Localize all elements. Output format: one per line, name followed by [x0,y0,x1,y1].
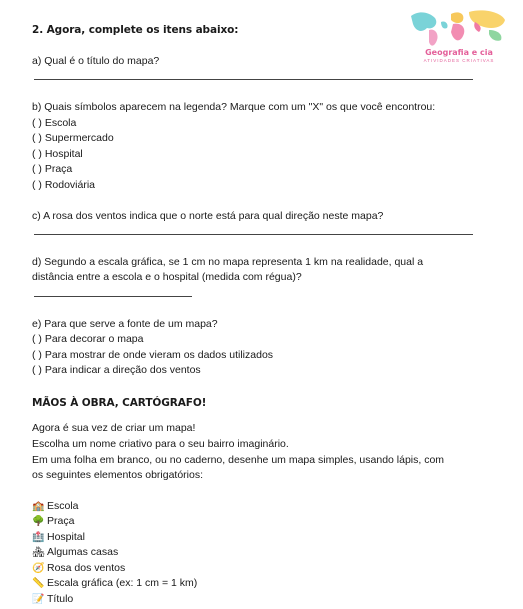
activity-text: Escolha um nome criativo para o seu bairro imaginário. [32,438,289,450]
question-a: a) Qual é o título do mapa? [32,55,160,67]
school-icon: 🏫 [32,501,45,512]
activity-text: Agora é sua vez de criar um mapa! [32,422,196,434]
memo-icon: 📝 [32,594,45,605]
question-d-line1: d) Segundo a escala gráfica, se 1 cm no mapa representa 1 km na realidade, qual a [32,256,424,268]
section-heading: 2. Agora, complete os itens abaixo: [32,24,239,36]
list-item: 🏘 Algumas casas [32,546,119,558]
list-item: 🧭 Rosa dos ventos [32,562,126,574]
question-c: c) A rosa dos ventos indica que o norte está para qual direção neste mapa? [32,210,384,222]
question-d-line2: distância entre a escola e o hospital (medida com régua)? [32,271,302,283]
activity-text: Em uma folha em branco, ou no caderno, desenhe um mapa simples, usando lápis, com [32,454,445,466]
list-item: 📝 Título [32,593,74,605]
activity-heading: MÃOS À OBRA, CARTÓGRAFO! [32,397,207,409]
logo-name: Geografia e cia [425,48,493,57]
checkbox-option[interactable]: ( ) Para indicar a direção dos ventos [32,364,201,376]
question-e: e) Para que serve a fonte de um mapa? [32,318,218,330]
checkbox-option[interactable]: ( ) Praça [32,163,73,175]
logo [405,8,513,66]
checkbox-option[interactable]: ( ) Para mostrar de onde vieram os dados utilizados [32,349,274,361]
checkbox-option[interactable]: ( ) Supermercado [32,132,114,144]
world-map-icon [405,8,513,50]
checkbox-option[interactable]: ( ) Hospital [32,148,83,160]
checkbox-option[interactable]: ( ) Rodoviária [32,179,96,191]
answer-line-d[interactable] [34,296,192,297]
answer-line-c[interactable] [34,234,473,235]
compass-icon: 🧭 [32,563,45,574]
checkbox-option[interactable]: ( ) Escola [32,117,77,129]
hospital-icon: 🏥 [32,532,45,543]
question-b: b) Quais símbolos aparecem na legenda? Marque com um "X" os que você encontrou: [32,101,436,113]
logo-tagline: ATIVIDADES CRIATIVAS [423,58,495,63]
checkbox-option[interactable]: ( ) Para decorar o mapa [32,333,144,345]
houses-icon: 🏘 [32,547,45,558]
list-item: 🏥 Hospital [32,531,85,543]
answer-line-a[interactable] [34,79,473,80]
ruler-icon: 📏 [32,578,45,589]
list-item: 🏫 Escola [32,500,79,512]
tree-icon: 🌳 [32,516,45,527]
list-item: 🌳 Praça [32,515,75,527]
activity-text: os seguintes elementos obrigatórios: [32,469,204,481]
list-item: 📏 Escala gráfica (ex: 1 cm = 1 km) [32,577,198,589]
